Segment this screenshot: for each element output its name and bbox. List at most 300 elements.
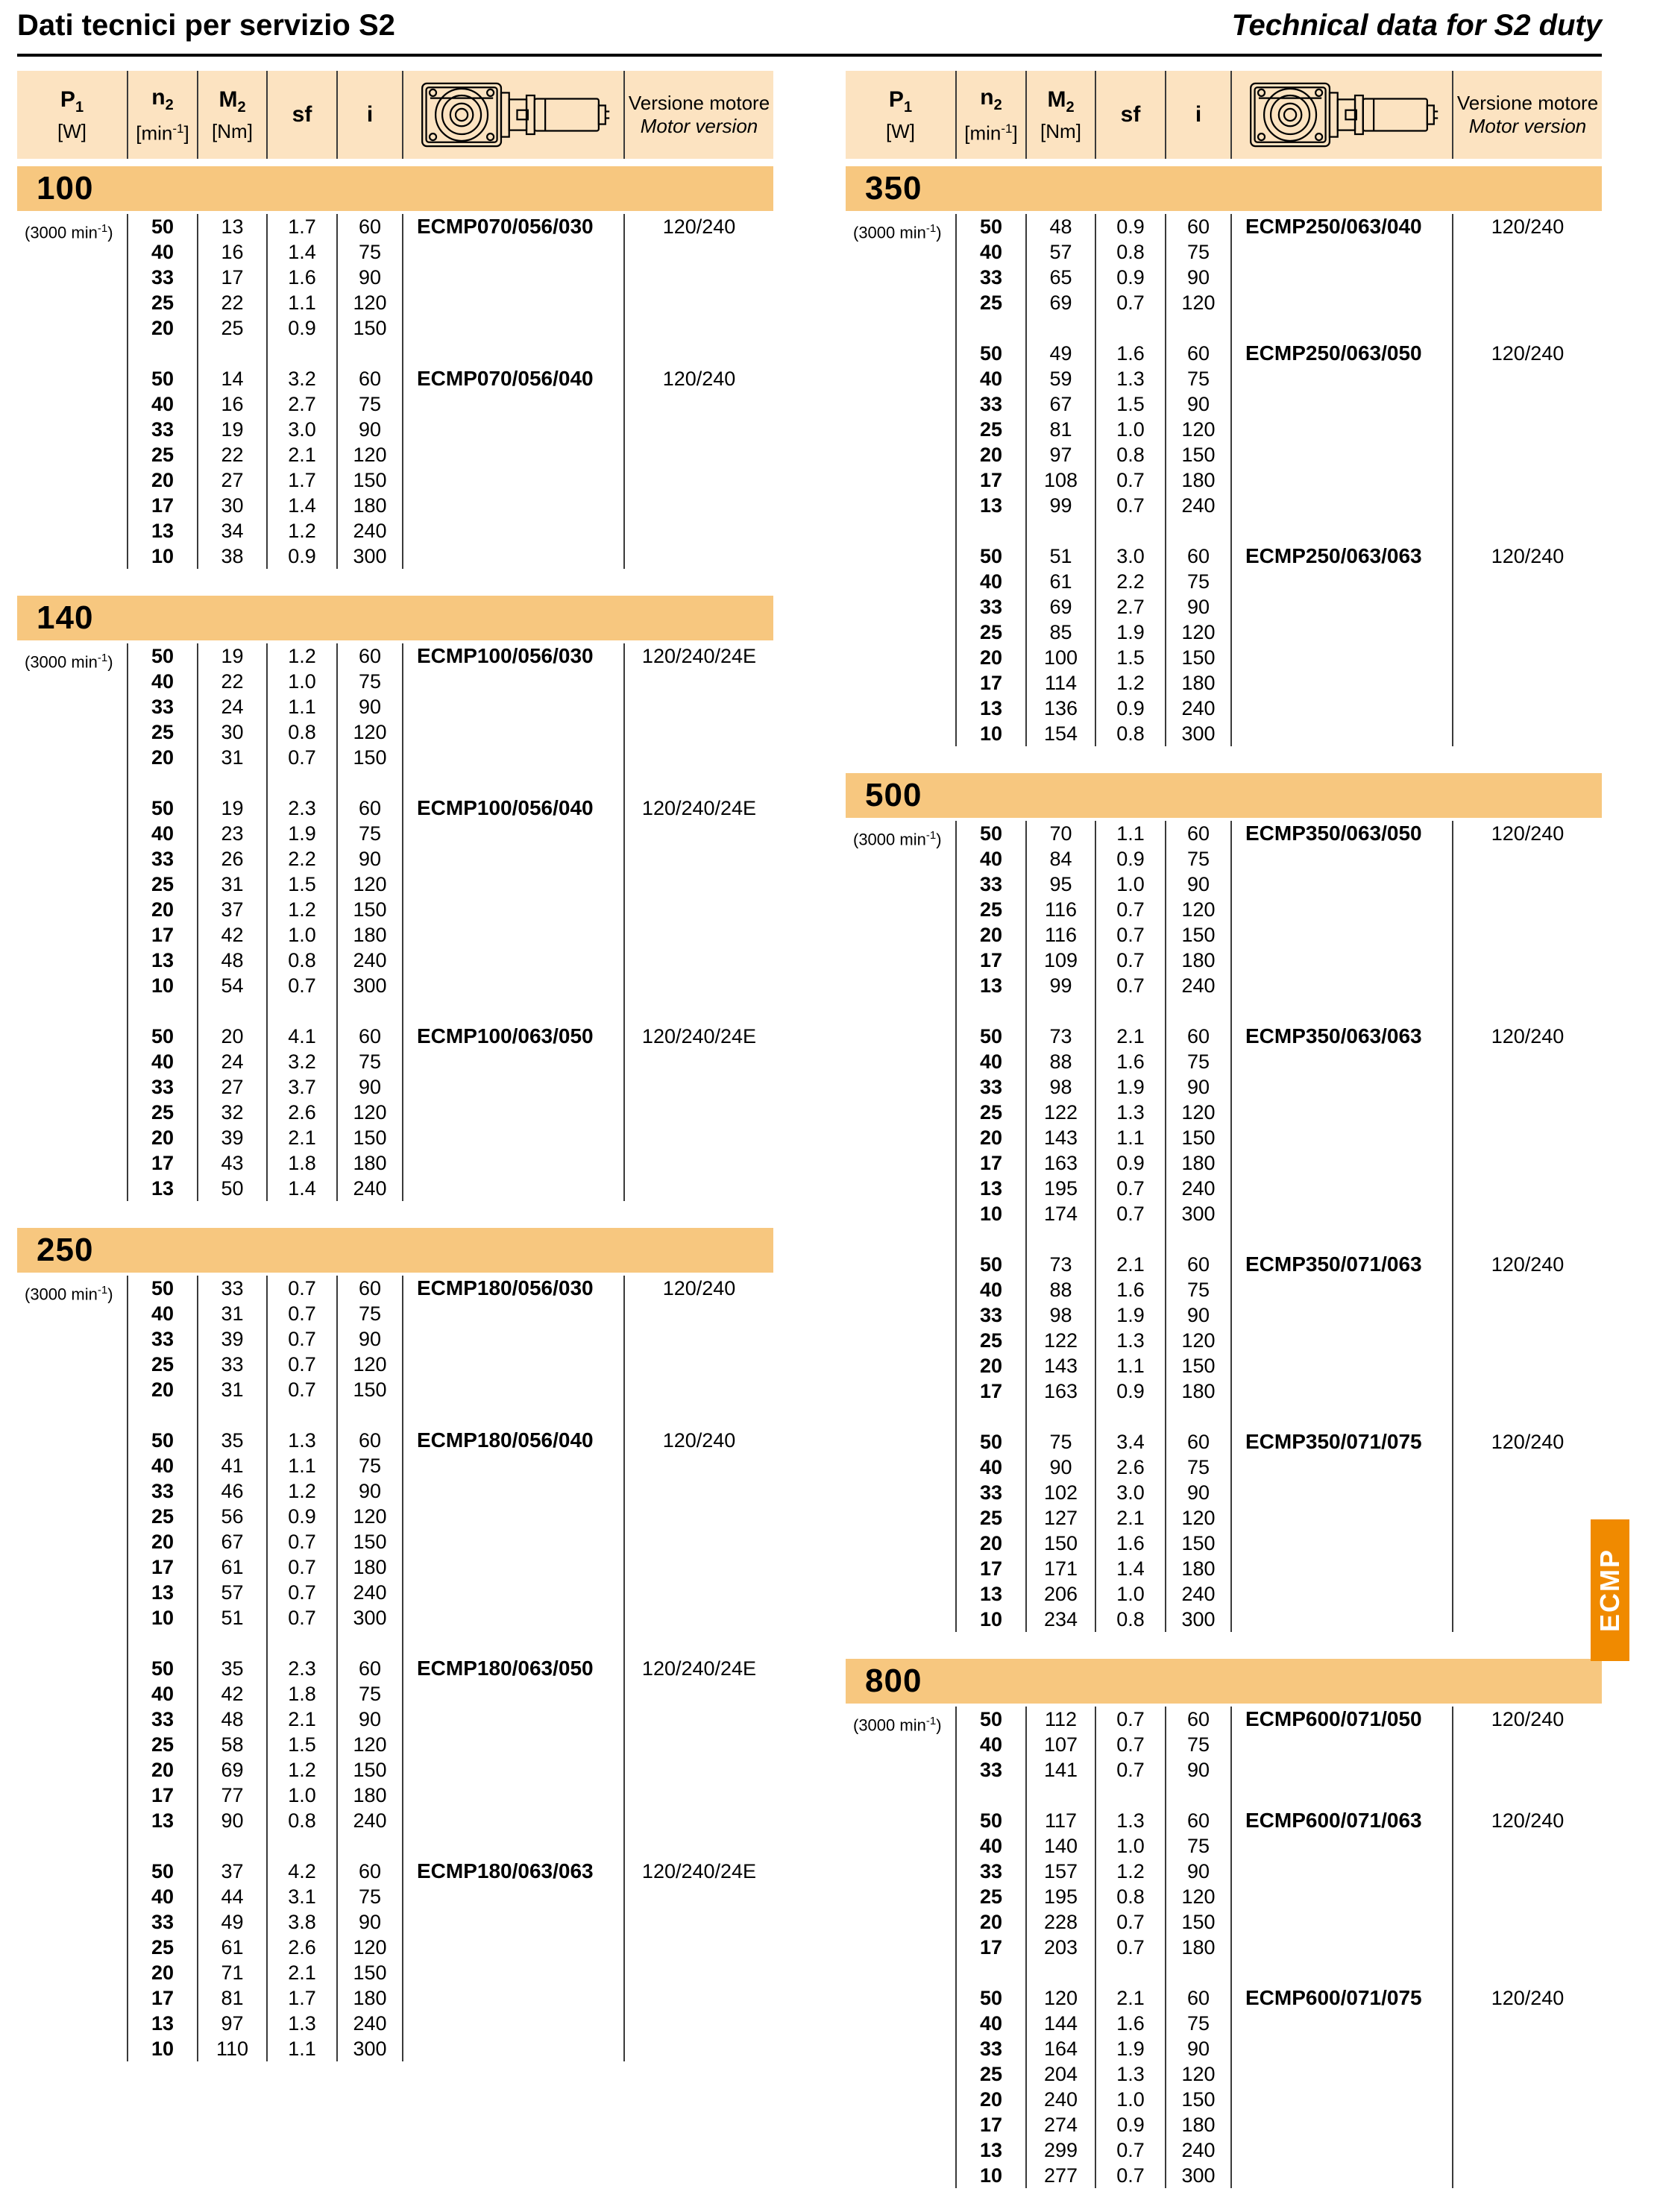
n2-cell: 25 [955, 1884, 1025, 1909]
n2-cell: 33 [127, 1707, 197, 1732]
sf-cell: 1.0 [1095, 872, 1165, 897]
n2-cell: 13 [127, 2011, 197, 2036]
p1-cell [17, 1681, 127, 1707]
i-cell: 240 [1165, 973, 1230, 998]
sf-cell: 1.9 [1095, 620, 1165, 645]
i-cell: 120 [336, 1935, 402, 1960]
p1-cell [846, 493, 955, 518]
i-cell: 120 [1165, 417, 1230, 442]
sf-cell: 1.6 [1095, 1277, 1165, 1302]
sf-cell: 0.7 [1095, 467, 1165, 493]
motor-version [1452, 1480, 1602, 1505]
n2-cell: 20 [955, 1909, 1025, 1935]
header-n2: $n_2$ $[\min^{-1}]$ [127, 71, 197, 159]
spacer-cell [402, 770, 623, 795]
sf-cell: 0.7 [1095, 493, 1165, 518]
sf-cell: 3.7 [266, 1074, 336, 1100]
p1-cell [846, 2112, 955, 2137]
motor-name [1230, 1884, 1452, 1909]
i-cell: 150 [336, 745, 402, 770]
n2-cell: 17 [127, 1554, 197, 1580]
motor-version [1452, 1176, 1602, 1201]
i-cell: 180 [1165, 948, 1230, 973]
p1-cell [846, 897, 955, 922]
n2-cell: 40 [955, 569, 1025, 594]
motor-name [402, 1074, 623, 1100]
motor-name [402, 1301, 623, 1326]
p1-cell [17, 1960, 127, 1985]
sf-cell: 1.6 [1095, 2011, 1165, 2036]
i-cell: 120 [336, 872, 402, 897]
p1-cell [846, 391, 955, 417]
p1-cell [17, 1935, 127, 1960]
section-body [17, 640, 773, 1201]
header-p1: $P_1$ [W] [886, 87, 915, 142]
i-cell: 90 [1165, 872, 1230, 897]
spacer-cell [1230, 1960, 1452, 1985]
sf-cell: 1.6 [1095, 1049, 1165, 1074]
sf-cell: 1.0 [266, 669, 336, 694]
m2-cell: 95 [1025, 872, 1095, 897]
i-cell: 300 [1165, 721, 1230, 746]
sf-cell: 4.2 [266, 1859, 336, 1884]
i-cell: 240 [336, 1176, 402, 1201]
motor-version [1452, 1833, 1602, 1859]
n2-cell: 40 [955, 1277, 1025, 1302]
motor-version [1452, 391, 1602, 417]
m2-cell: 39 [197, 1326, 266, 1352]
motor-name [402, 1960, 623, 1985]
spacer-cell [623, 770, 773, 795]
m2-cell: 195 [1025, 1176, 1095, 1201]
motor-name [1230, 696, 1452, 721]
motor-name [402, 1783, 623, 1808]
n2-cell: 20 [127, 745, 197, 770]
n2-cell: 40 [127, 821, 197, 846]
spacer-cell [1230, 315, 1452, 341]
p1-cell [846, 1277, 955, 1302]
spacer-cell [1025, 998, 1095, 1024]
motor-name: ECMP100/056/030 [402, 643, 623, 669]
power-section [846, 773, 1602, 1632]
n2-cell: 50 [127, 1024, 197, 1049]
motor-name [1230, 1556, 1452, 1581]
spacer-cell [266, 1402, 336, 1428]
m2-cell: 127 [1025, 1505, 1095, 1531]
p1-cell [17, 1428, 127, 1453]
n2-cell: 33 [955, 265, 1025, 290]
i-cell: 120 [1165, 2061, 1230, 2087]
p1-cell [17, 1478, 127, 1504]
sf-cell: 1.0 [266, 1783, 336, 1808]
m2-cell: 26 [197, 846, 266, 872]
m2-cell: 25 [197, 315, 266, 341]
motor-name [1230, 645, 1452, 670]
motor-version [1452, 442, 1602, 467]
p1-cell [17, 1326, 127, 1352]
sections-left [17, 166, 773, 2061]
i-cell: 120 [336, 290, 402, 315]
m2-cell: 30 [197, 719, 266, 745]
i-cell: 150 [336, 1529, 402, 1554]
p1-cell [17, 366, 127, 391]
sf-cell: 0.7 [266, 1554, 336, 1580]
motor-name [1230, 872, 1452, 897]
spacer-cell [127, 1833, 197, 1859]
n2-cell: 50 [955, 1429, 1025, 1455]
spacer-cell [197, 770, 266, 795]
i-cell: 90 [1165, 391, 1230, 417]
n2-cell: 25 [955, 1505, 1025, 1531]
motor-name [402, 1808, 623, 1833]
m2-cell: 67 [197, 1529, 266, 1554]
m2-cell: 171 [1025, 1556, 1095, 1581]
m2-cell: 122 [1025, 1328, 1095, 1353]
header-i: i [1165, 71, 1230, 159]
motor-name [1230, 2011, 1452, 2036]
m2-cell: 240 [1025, 2087, 1095, 2112]
m2-cell: 43 [197, 1150, 266, 1176]
title-rule [17, 54, 1602, 57]
n2-cell: 33 [955, 1757, 1025, 1783]
sf-cell: 1.3 [1095, 1328, 1165, 1353]
motor-version [1452, 872, 1602, 897]
i-cell: 240 [336, 1808, 402, 1833]
sf-cell: 0.7 [266, 1529, 336, 1554]
i-cell: 60 [336, 1656, 402, 1681]
i-cell: 180 [1165, 1556, 1230, 1581]
n2-cell: 25 [127, 1352, 197, 1377]
p1-cell [846, 670, 955, 696]
motor-name: ECMP350/071/075 [1230, 1429, 1452, 1455]
motor-version [623, 1935, 773, 1960]
header-n2: $n_2$ $[\min^{-1}]$ [955, 71, 1025, 159]
header-sf: sf [266, 71, 336, 159]
i-cell: 180 [336, 922, 402, 948]
i-cell: 150 [336, 467, 402, 493]
m2-cell: 19 [197, 795, 266, 821]
motor-version [1452, 1505, 1602, 1531]
sf-cell: 1.5 [1095, 391, 1165, 417]
n2-cell: 17 [955, 1556, 1025, 1581]
motor-name [402, 265, 623, 290]
sf-cell: 0.9 [266, 543, 336, 569]
p1-cell [846, 2163, 955, 2188]
p1-cell [846, 1176, 955, 1201]
data-table-left [17, 71, 773, 2061]
motor-name [1230, 1757, 1452, 1783]
m2-cell: 141 [1025, 1757, 1095, 1783]
n2-cell: 25 [955, 897, 1025, 922]
sf-cell: 2.6 [1095, 1455, 1165, 1480]
n2-cell: 13 [955, 1581, 1025, 1607]
m2-cell: 39 [197, 1125, 266, 1150]
m2-cell: 33 [197, 1276, 266, 1301]
spacer-cell [336, 1630, 402, 1656]
i-cell: 120 [1165, 290, 1230, 315]
motor-version: 120/240 [1452, 1252, 1602, 1277]
i-cell: 60 [1165, 214, 1230, 239]
p1-cell [846, 1252, 955, 1277]
section-body [846, 211, 1602, 746]
sf-cell: 1.9 [1095, 2036, 1165, 2061]
motor-name [1230, 1277, 1452, 1302]
motor-name [402, 1478, 623, 1504]
m2-cell: 109 [1025, 948, 1095, 973]
p1-cell [846, 1884, 955, 1909]
motor-name [1230, 442, 1452, 467]
spacer-cell [1452, 998, 1602, 1024]
n2-cell: 20 [955, 922, 1025, 948]
motor-name: ECMP250/063/040 [1230, 214, 1452, 239]
motor-name [402, 315, 623, 341]
motor-name [402, 1985, 623, 2011]
m2-cell: 117 [1025, 1808, 1095, 1833]
sf-cell: 0.7 [1095, 1935, 1165, 1960]
motor-version: 120/240 [1452, 821, 1602, 846]
motor-version [623, 239, 773, 265]
motor-name [402, 1935, 623, 1960]
sf-cell: 0.7 [266, 1377, 336, 1402]
n2-cell: 17 [127, 1985, 197, 2011]
i-cell: 240 [1165, 2137, 1230, 2163]
m2-cell: 30 [197, 493, 266, 518]
spacer-cell [623, 1630, 773, 1656]
n2-cell: 20 [955, 2087, 1025, 2112]
n2-cell: 25 [127, 1732, 197, 1757]
p1-cell [846, 1757, 955, 1783]
p1-cell [17, 1529, 127, 1554]
m2-cell: 277 [1025, 2163, 1095, 2188]
motor-name [1230, 846, 1452, 872]
motor-name [402, 821, 623, 846]
sf-cell: 0.7 [1095, 897, 1165, 922]
n2-cell: 17 [955, 467, 1025, 493]
p1-cell [17, 897, 127, 922]
n2-cell: 33 [955, 594, 1025, 620]
m2-cell: 204 [1025, 2061, 1095, 2087]
spacer-cell [955, 518, 1025, 543]
motor-name [1230, 2137, 1452, 2163]
page-title-italian: Dati tecnici per servizio S2 [17, 9, 395, 42]
motor-name [1230, 569, 1452, 594]
i-cell: 240 [336, 1580, 402, 1605]
spacer-cell [197, 1630, 266, 1656]
sf-cell: 1.3 [266, 1428, 336, 1453]
sf-cell: 1.3 [1095, 366, 1165, 391]
spacer-cell [1230, 1404, 1452, 1429]
m2-cell: 85 [1025, 620, 1095, 645]
p1-cell [846, 2061, 955, 2087]
sf-cell: 1.5 [266, 1732, 336, 1757]
m2-cell: 61 [197, 1935, 266, 1960]
m2-cell: 20 [197, 1024, 266, 1049]
n2-cell: 25 [127, 872, 197, 897]
motor-name [402, 1884, 623, 1909]
p1-cell [17, 1024, 127, 1049]
n2-cell: 40 [955, 846, 1025, 872]
i-cell: 60 [336, 1024, 402, 1049]
p1-cell [846, 973, 955, 998]
i-cell: 60 [336, 643, 402, 669]
motor-version [1452, 1859, 1602, 1884]
motor-version: 120/240 [623, 366, 773, 391]
i-cell: 75 [1165, 239, 1230, 265]
spacer-cell [1452, 1404, 1602, 1429]
motor-version [623, 1884, 773, 1909]
header-m2: $M_2$ [Nm] [1025, 71, 1095, 159]
spacer-cell [17, 1833, 127, 1859]
n2-cell: 20 [127, 315, 197, 341]
rpm-note: (3000 $\min^{-1}$) [25, 222, 113, 242]
spacer-cell [1025, 315, 1095, 341]
n2-cell: 13 [127, 518, 197, 543]
spacer-cell [127, 341, 197, 366]
motor-version [623, 1909, 773, 1935]
sf-cell: 2.1 [1095, 1985, 1165, 2011]
motor-name: ECMP350/063/063 [1230, 1024, 1452, 1049]
motor-version [623, 442, 773, 467]
n2-cell: 13 [955, 1176, 1025, 1201]
motor-name: ECMP070/056/030 [402, 214, 623, 239]
motor-version: 120/240/24E [623, 643, 773, 669]
m2-cell: 77 [197, 1783, 266, 1808]
n2-cell: 33 [127, 694, 197, 719]
m2-cell: 22 [197, 290, 266, 315]
sf-cell: 2.1 [266, 1707, 336, 1732]
spacer-cell [336, 998, 402, 1024]
motor-version [1452, 1607, 1602, 1632]
m2-cell: 69 [197, 1757, 266, 1783]
n2-cell: 50 [127, 1428, 197, 1453]
motor-name [1230, 1049, 1452, 1074]
n2-cell: 20 [127, 1529, 197, 1554]
i-cell: 150 [336, 1757, 402, 1783]
i-cell: 120 [336, 1504, 402, 1529]
n2-cell: 25 [127, 1504, 197, 1529]
sf-cell: 1.1 [1095, 821, 1165, 846]
n2-cell: 40 [955, 1833, 1025, 1859]
motor-name [402, 1176, 623, 1201]
n2-cell: 50 [955, 214, 1025, 239]
header-sf: sf [1095, 71, 1165, 159]
motor-name: ECMP180/063/050 [402, 1656, 623, 1681]
sf-cell: 0.8 [1095, 239, 1165, 265]
n2-cell: 40 [955, 239, 1025, 265]
i-cell: 75 [336, 1301, 402, 1326]
i-cell: 60 [1165, 1252, 1230, 1277]
spacer-cell [127, 1402, 197, 1428]
spacer-cell [955, 998, 1025, 1024]
p1-cell [17, 2036, 127, 2061]
spacer-cell [1165, 1226, 1230, 1252]
motor-name [1230, 290, 1452, 315]
n2-cell: 33 [127, 265, 197, 290]
p1-cell [17, 1150, 127, 1176]
i-cell: 60 [336, 366, 402, 391]
motor-name [1230, 2087, 1452, 2112]
sf-cell: 2.6 [266, 1100, 336, 1125]
sections-right [846, 166, 1602, 2188]
p1-cell [17, 543, 127, 569]
ecmp-side-tab-label: ECMP [1594, 1548, 1626, 1633]
p1-cell [846, 1556, 955, 1581]
p1-cell [17, 1554, 127, 1580]
sf-cell: 1.7 [266, 214, 336, 239]
sf-cell: 3.8 [266, 1909, 336, 1935]
motor-version [623, 1504, 773, 1529]
p1-cell [17, 1074, 127, 1100]
m2-cell: 61 [1025, 569, 1095, 594]
i-cell: 60 [336, 1276, 402, 1301]
motor-name [402, 1707, 623, 1732]
p1-cell [846, 645, 955, 670]
i-cell: 150 [1165, 1125, 1230, 1150]
m2-cell: 99 [1025, 973, 1095, 998]
p1-cell [846, 239, 955, 265]
p1-cell [17, 1301, 127, 1326]
motor-version [623, 2036, 773, 2061]
n2-cell: 17 [955, 1935, 1025, 1960]
motor-version [623, 1326, 773, 1352]
m2-cell: 75 [1025, 1429, 1095, 1455]
n2-cell: 17 [955, 948, 1025, 973]
sf-cell: 3.2 [266, 1049, 336, 1074]
motor-version [623, 1985, 773, 2011]
p1-cell [846, 569, 955, 594]
motor-version [623, 846, 773, 872]
spacer-cell [1452, 1960, 1602, 1985]
n2-cell: 50 [955, 1985, 1025, 2011]
motor-version [1452, 2087, 1602, 2112]
n2-cell: 50 [955, 1024, 1025, 1049]
motor-name [402, 518, 623, 543]
motor-version [623, 391, 773, 417]
motor-name: ECMP180/056/030 [402, 1276, 623, 1301]
motor-name [402, 239, 623, 265]
sf-cell: 1.0 [1095, 2087, 1165, 2112]
m2-cell: 69 [1025, 290, 1095, 315]
sf-cell: 2.6 [266, 1935, 336, 1960]
motor-version: 120/240 [1452, 1707, 1602, 1732]
motor-name [1230, 1353, 1452, 1378]
gearmotor-icon [402, 71, 623, 159]
p1-cell [846, 620, 955, 645]
spacer-cell [266, 998, 336, 1024]
p1-cell [17, 1377, 127, 1402]
motor-version [623, 1605, 773, 1630]
motor-version [623, 922, 773, 948]
sf-cell: 0.7 [266, 1326, 336, 1352]
sf-cell: 1.2 [266, 518, 336, 543]
motor-name [1230, 1531, 1452, 1556]
sf-cell: 2.1 [1095, 1252, 1165, 1277]
motor-name [402, 669, 623, 694]
sf-cell: 0.7 [1095, 1732, 1165, 1757]
m2-cell: 299 [1025, 2137, 1095, 2163]
sf-cell: 3.0 [1095, 1480, 1165, 1505]
p1-cell [846, 417, 955, 442]
motor-name [1230, 366, 1452, 391]
motor-name [1230, 391, 1452, 417]
p1-cell [17, 694, 127, 719]
sf-cell: 2.2 [266, 846, 336, 872]
m2-cell: 16 [197, 239, 266, 265]
spacer-cell [197, 998, 266, 1024]
motor-version [1452, 2137, 1602, 2163]
i-cell: 180 [336, 1150, 402, 1176]
n2-cell: 33 [127, 1074, 197, 1100]
